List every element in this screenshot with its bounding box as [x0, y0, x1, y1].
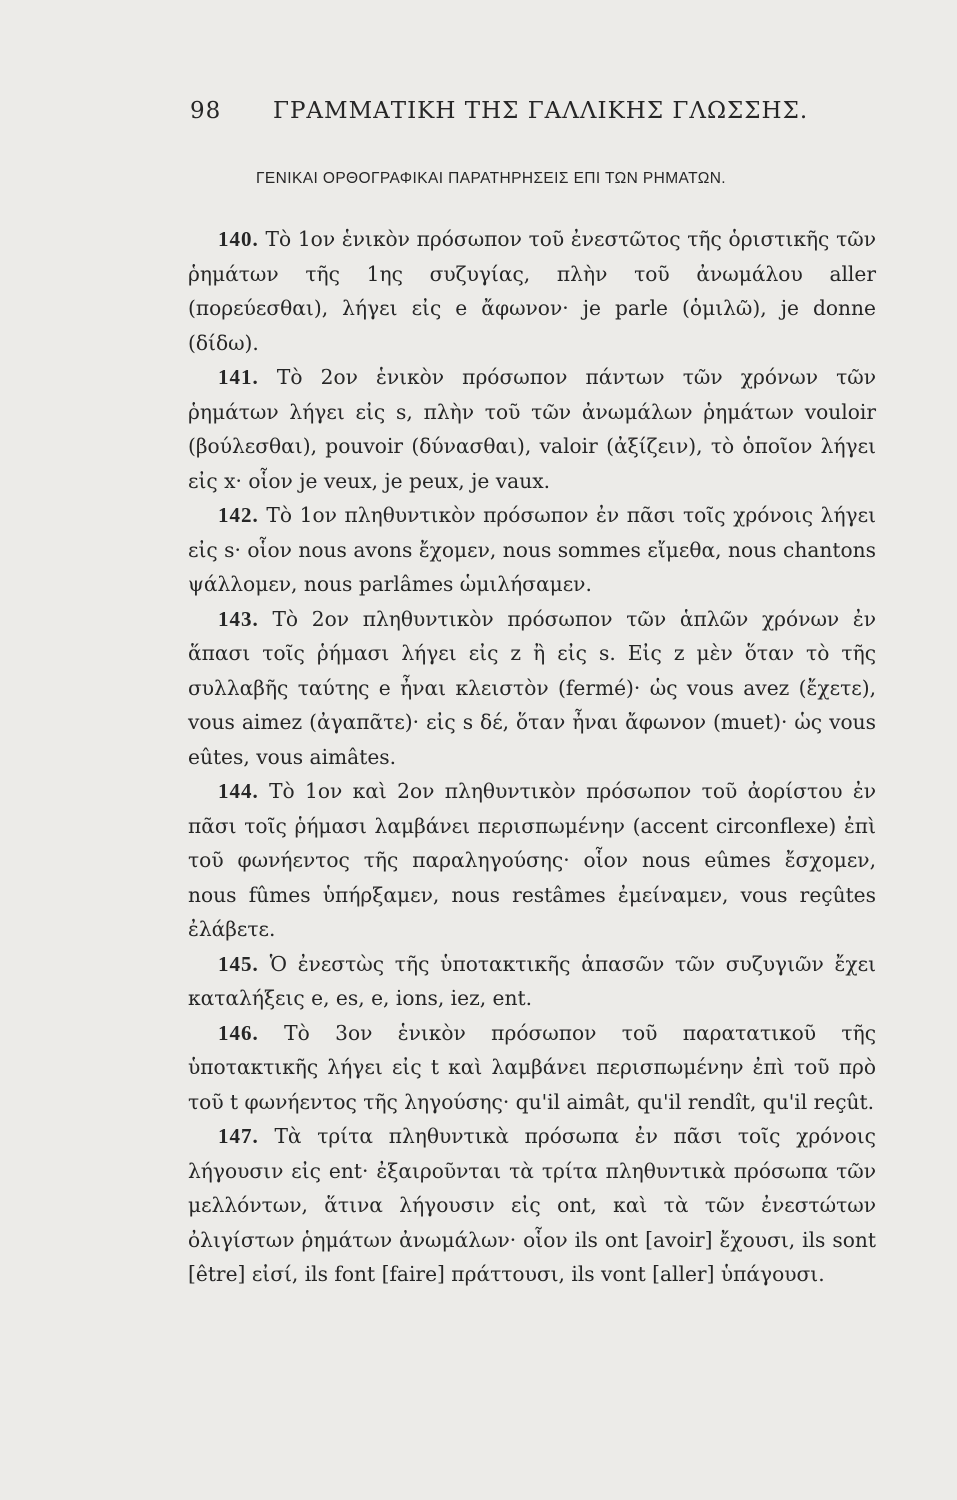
paragraph-143 — [188, 602, 876, 775]
paragraph-number: 146. — [218, 1020, 259, 1045]
running-head — [190, 98, 809, 132]
paragraph-text: Τὰ τρίτα πληθυντικὰ πρόσωπα ἐν πᾶσι τοῖς χρόνοις λήγουσιν εἰς ent· ἐξαιροῦνται τὰ τρίτα πληθυντικὰ πρόσωπα τῶν μελλόντων, ἅτινα λήγουσιν εἰς ont, καὶ τὰ τῶν ἐνεστώτων ὀλιγίστων ῥημάτων ἀνωμάλων· οἷον ils ont [avoir] ἔχουσι, ils sont [être] εἰσί, ils font [faire] πράττουσι, ils vont [aller] ὑπάγουσι. — [188, 1124, 876, 1286]
page-number: 98 — [190, 98, 222, 124]
section-title: ΓΕΝΙΚΑΙ ΟΡΘΟΓΡΑΦΙΚΑΙ ΠΑΡΑΤΗΡΗΣΕΙΣ ΕΠΙ ΤΩΝ ΡΗΜΑΤΩΝ. — [256, 170, 727, 187]
paragraph-number: 144. — [218, 779, 259, 803]
paragraph-144 — [188, 774, 876, 947]
paragraph-146 — [188, 1016, 876, 1120]
paragraph-142 — [188, 498, 876, 602]
paragraph-text: Τὸ 3ον ἑνικὸν πρόσωπον τοῦ παρατατικοῦ τῆς ὑποτακτικῆς λήγει εἰς t καὶ λαμβάνει περισπωμένην ἐπὶ τοῦ πρὸ τοῦ t φωνήεντος τῆς ληγούσης· qu'il aimât, qu'il rendît, qu'il reçût. — [188, 1020, 877, 1114]
paragraph-text: Τὸ 2ον πληθυντικὸν πρόσωπον τῶν ἁπλῶν χρόνων ἐν ἅπασι τοῖς ῥήμασι λήγει εἰς z ἢ εἰς s. Εἰς z μὲν ὅταν τὸ τῆς συλλαβῆς ταύτης e ἦναι κλειστὸν (fermé)· ὡς vous avez (ἔχετε), vous aimez (ἀγαπᾶτε)· εἰς s δέ, ὅταν ἦναι ἄφωνον (muet)· ὡς vous eûtes, vous aimâtes. — [188, 606, 876, 769]
paragraph-text: Τὸ 1ον πληθυντικὸν πρόσωπον ἐν πᾶσι τοῖς χρόνοις λήγει εἰς s· οἷον nous avons ἔχομεν, nous sommes εἴμεθα, nous chantons ψάλλομεν, nous parlâmes ὡμιλήσαμεν. — [188, 503, 876, 596]
paragraph-number: 142. — [218, 503, 259, 527]
paragraph-147 — [188, 1119, 876, 1292]
paragraph-number: 147. — [218, 1124, 259, 1148]
paragraph-number: 143. — [218, 606, 259, 631]
paragraph-number: 141. — [218, 365, 259, 389]
paragraph-140 — [188, 222, 876, 360]
paragraph-141 — [188, 360, 876, 498]
running-title: ΓΡΑΜΜΑΤΙΚΗ ΤΗΣ ΓΑΛΛΙΚΗΣ ΓΛΩΣΣΗΣ. — [273, 98, 809, 124]
body-text — [188, 222, 876, 1292]
paragraph-number: 140. — [218, 227, 259, 251]
paragraph-text: Τὸ 1ον καὶ 2ον πληθυντικὸν πρόσωπον τοῦ ἀορίστου ἐν πᾶσι τοῖς ῥήμασι λαμβάνει περισπωμένην (accent circonflexe) ἐπὶ τοῦ φωνήεντος τῆς παραληγούσης· οἷον nous eûmes ἔσχομεν, nous fûmes ὑπήρξαμεν, nous restâmes ἐμείναμεν, vous reçûtes ἐλάβετε. — [188, 779, 876, 941]
paragraph-text: Τὸ 1ον ἑνικὸν πρόσωπον τοῦ ἐνεστῶτος τῆς ὁριστικῆς τῶν ῥημάτων τῆς 1ης συζυγίας, πλὴν τοῦ ἀνωμάλου aller (πορεύεσθαι), λήγει εἰς e ἄφωνον· je parle (ὁμιλῶ), je donne (δίδω). — [188, 227, 876, 355]
paragraph-text: Ὁ ἐνεστὼς τῆς ὑποτακτικῆς ἁπασῶν τῶν συζυγιῶν ἔχει καταλήξεις e, es, e, ions, iez, ent. — [188, 951, 876, 1010]
paragraph-number: 145. — [218, 951, 259, 976]
paragraph-text: Τὸ 2ον ἑνικὸν πρόσωπον πάντων τῶν χρόνων τῶν ῥημάτων λήγει εἰς s, πλὴν τοῦ τῶν ἀνωμάλων ῥημάτων vouloir (βούλεσθαι), pouvoir (δύνασθαι), valoir (ἀξίζειν), τὸ ὁποῖον λήγει εἰς x· οἷον je veux, je peux, je vaux. — [188, 365, 876, 493]
paragraph-145 — [188, 947, 876, 1016]
